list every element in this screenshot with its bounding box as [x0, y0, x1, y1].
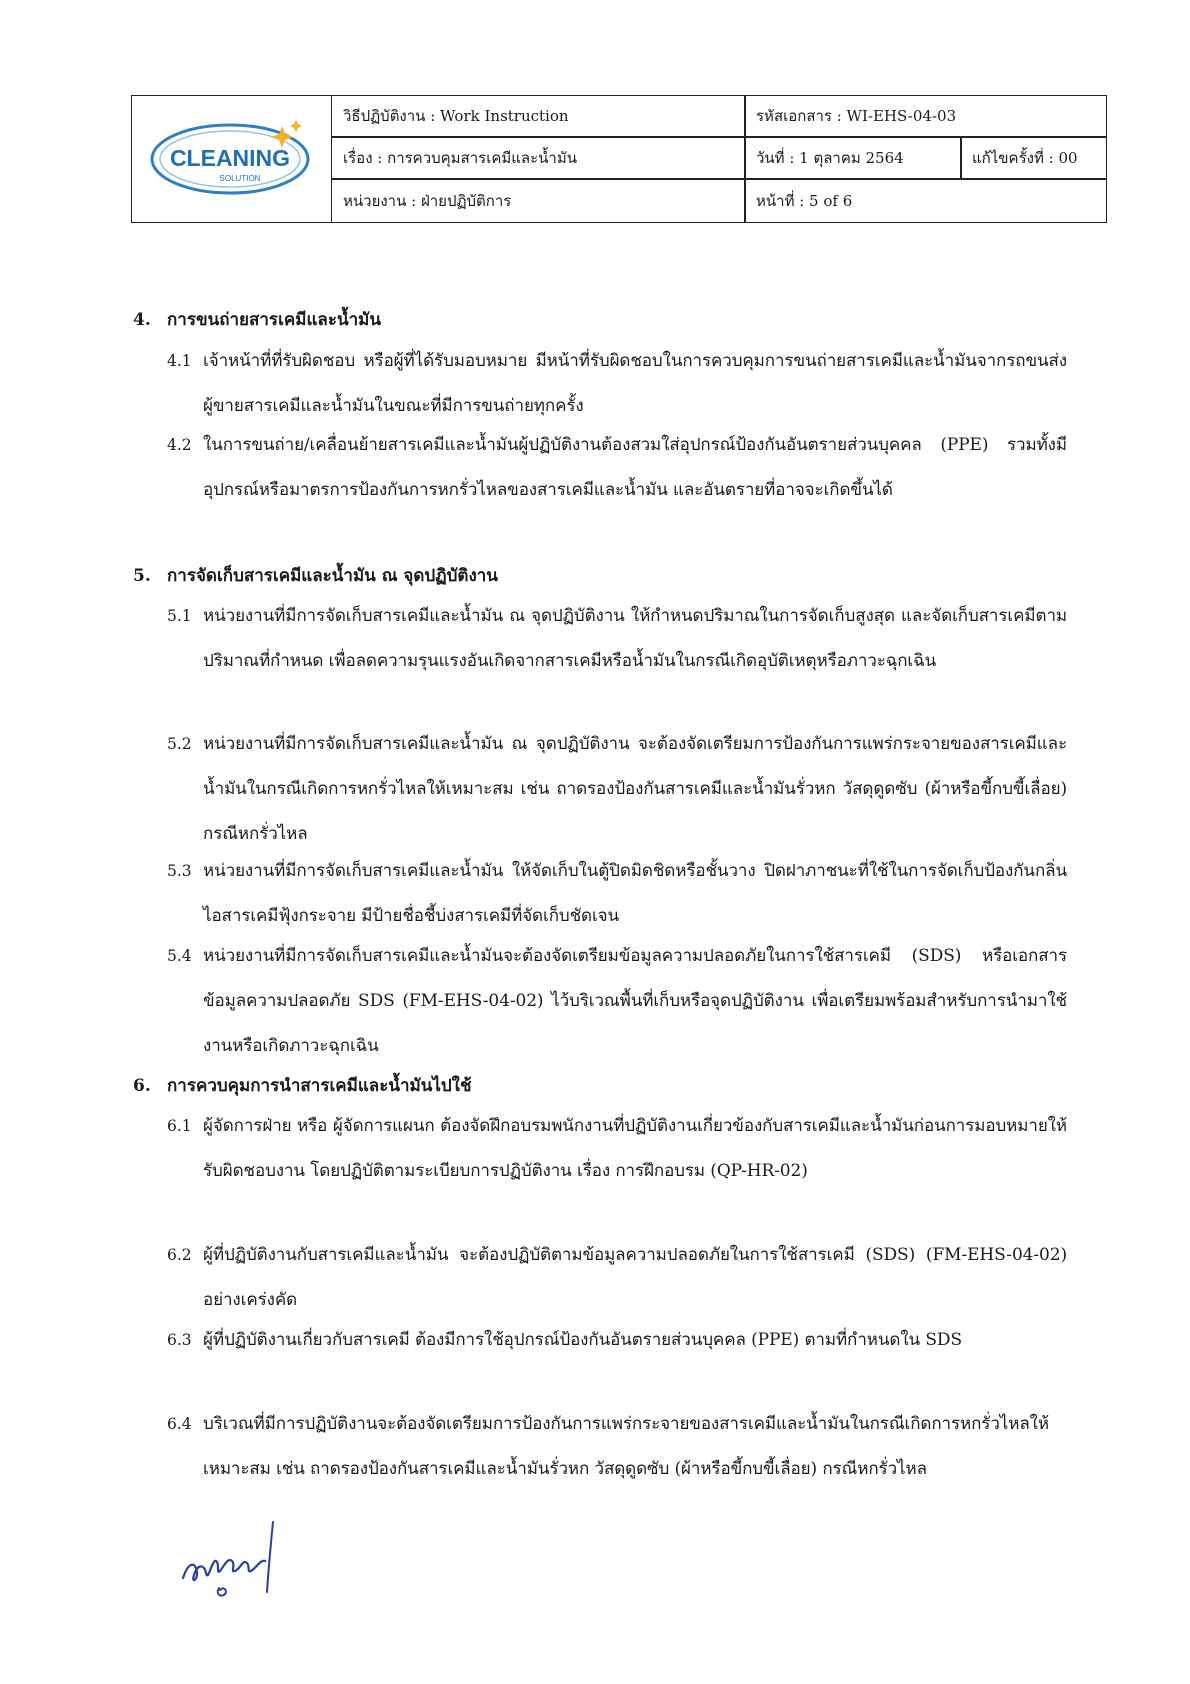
header-page-number: หน้าที่ : 5 of 6: [756, 191, 853, 210]
list-item: [167, 1402, 1067, 1492]
signature-icon: [173, 1518, 293, 1608]
section-heading: [133, 564, 498, 588]
item-text: ผู้จัดการฝ่าย หรือ ผู้จัดการแผนก ต้องจัดฝึกอบรมพนักงานที่ปฏิบัติงานเกี่ยวข้องกับสารเคมีและน้ำมันก่อนการมอบหมายให้รับผิดชอบงาน โดยปฏิบัติตามระเบียบการปฏิบัติงาน เรื่อง การฝึกอบรม (QP-HR-02): [203, 1116, 1067, 1181]
section-title: การจัดเก็บสารเคมีและน้ำมัน ณ จุดปฏิบัติงาน: [167, 566, 498, 586]
item-number: 5.4: [167, 947, 192, 965]
section-number: 5.: [133, 566, 151, 586]
item-number: 5.1: [167, 607, 192, 625]
section-title: การควบคุมการนำสารเคมีและน้ำมันไปใช้: [167, 1076, 472, 1096]
item-text: หน่วยงานที่มีการจัดเก็บสารเคมีและน้ำมัน ณ จุดปฏิบัติงาน ให้กำหนดปริมาณในการจัดเก็บสูงสุด และจัดเก็บสารเคมีตามปริมาณที่กำหนด เพื่อลดความรุนแรงอันเกิดจากสารเคมีหรือน้ำมันในกรณีเกิดอุบัติเหตุหรือภาวะฉุกเฉิน: [203, 606, 1067, 671]
section-number: 6.: [133, 1076, 151, 1096]
section-heading: [133, 308, 381, 332]
list-item: [167, 594, 1067, 684]
list-item: [167, 722, 1067, 857]
list-item: [167, 934, 1067, 1069]
list-item: [167, 1318, 1067, 1363]
logo-subtext: SOLUTION: [219, 174, 261, 183]
section-number: 4.: [133, 310, 151, 330]
list-item: [167, 1233, 1067, 1323]
header-date: วันที่ : 1 ตุลาคม 2564: [756, 148, 904, 167]
item-number: 4.2: [167, 436, 192, 454]
section-heading: [133, 1074, 472, 1098]
item-text: บริเวณที่มีการปฏิบัติงานจะต้องจัดเตรียมการป้องกันการแพร่กระจายของสารเคมีและน้ำมันในกรณีเกิดการหกรั่วไหลให้เหมาะสม เช่น ถาดรองป้องกันสารเคมีและน้ำมันรั่วหก วัสดุดูดซับ (ผ้าหรือขี้กบขี้เลื่อย) กรณีหกรั่วไหล: [203, 1414, 1049, 1479]
company-logo: [132, 96, 332, 222]
section-title: การขนถ่ายสารเคมีและน้ำมัน: [167, 310, 381, 330]
item-text: หน่วยงานที่มีการจัดเก็บสารเคมีและน้ำมันจะต้องจัดเตรียมข้อมูลความปลอดภัยในการใช้สารเคมี (SDS) หรือเอกสารข้อมูลความปลอดภัย SDS (FM-EHS-04-02) ไว้บริเวณพื้นที่เก็บหรือจุดปฏิบัติงาน เพื่อเตรียมพร้อมสำหรับการนำมาใช้งานหรือเกิดภาวะฉุกเฉิน: [203, 946, 1067, 1056]
item-text: ผู้ที่ปฏิบัติงานเกี่ยวกับสารเคมี ต้องมีการใช้อุปกรณ์ป้องกันอันตรายส่วนบุคคล (PPE) ตามที่กำหนดใน SDS: [203, 1330, 963, 1350]
header-department: หน่วยงาน : ฝ่ายปฏิบัติการ: [343, 191, 512, 210]
item-number: 6.4: [167, 1415, 192, 1433]
header-revision: แก้ไขครั้งที่ : 00: [972, 148, 1078, 167]
item-number: 6.1: [167, 1117, 192, 1135]
header-doc-code: รหัสเอกสาร : WI-EHS-04-03: [756, 107, 957, 125]
signature: [173, 1518, 293, 1612]
item-number: 4.1: [167, 352, 192, 370]
list-item: [167, 849, 1067, 939]
item-text: ในการขนถ่าย/เคลื่อนย้ายสารเคมีและน้ำมันผู้ปฏิบัติงานต้องสวมใส่อุปกรณ์ป้องกันอันตรายส่วนบุคคล (PPE) รวมทั้งมีอุปกรณ์หรือมาตรการป้องกันการหกรั่วไหลของสารเคมีและน้ำมัน และอันตรายที่อาจจะเกิดขึ้นได้: [203, 435, 1067, 500]
item-number: 6.3: [167, 1331, 192, 1349]
cleaning-logo-icon: [132, 96, 329, 221]
header-doc-type: วิธีปฏิบัติงาน : Work Instruction: [343, 107, 569, 125]
item-number: 6.2: [167, 1246, 192, 1264]
item-text: หน่วยงานที่มีการจัดเก็บสารเคมีและน้ำมัน ให้จัดเก็บในตู้ปิดมิดชิดหรือชั้นวาง ปิดฝาภาชนะที่ใช้ในการจัดเก็บป้องกันกลิ่นไอสารเคมีฟุ้งกระจาย มีป้ายชื่อชี้บ่งสารเคมีที่จัดเก็บชัดเจน: [203, 861, 1067, 926]
logo-text: CLEANING: [169, 145, 291, 171]
document-header: [131, 95, 1107, 223]
list-item: [167, 1104, 1067, 1194]
item-number: 5.2: [167, 735, 192, 753]
item-number: 5.3: [167, 862, 192, 880]
list-item: [167, 423, 1067, 513]
item-text: ผู้ที่ปฏิบัติงานกับสารเคมีและน้ำมัน จะต้องปฏิบัติตามข้อมูลความปลอดภัยในการใช้สารเคมี (SDS) (FM-EHS-04-02) อย่างเคร่งคัด: [203, 1245, 1067, 1310]
header-subject: เรื่อง : การควบคุมสารเคมีและน้ำมัน: [343, 148, 577, 167]
list-item: [167, 339, 1067, 429]
item-text: หน่วยงานที่มีการจัดเก็บสารเคมีและน้ำมัน ณ จุดปฏิบัติงาน จะต้องจัดเตรียมการป้องกันการแพร่กระจายของสารเคมีและน้ำมันในกรณีเกิดการหกรั่วไหลให้เหมาะสม เช่น ถาดรองป้องกันสารเคมีและน้ำมันรั่วหก วัสดุดูดซับ (ผ้าหรือขี้กบขี้เลื่อย) กรณีหกรั่วไหล: [203, 734, 1067, 844]
item-text: เจ้าหน้าที่ที่รับผิดชอบ หรือผู้ที่ได้รับมอบหมาย มีหน้าที่รับผิดชอบในการควบคุมการขนถ่ายสารเคมีและน้ำมันจากรถขนส่งผู้ขายสารเคมีและน้ำมันในขณะที่มีการขนถ่ายทุกครั้ง: [203, 351, 1067, 416]
